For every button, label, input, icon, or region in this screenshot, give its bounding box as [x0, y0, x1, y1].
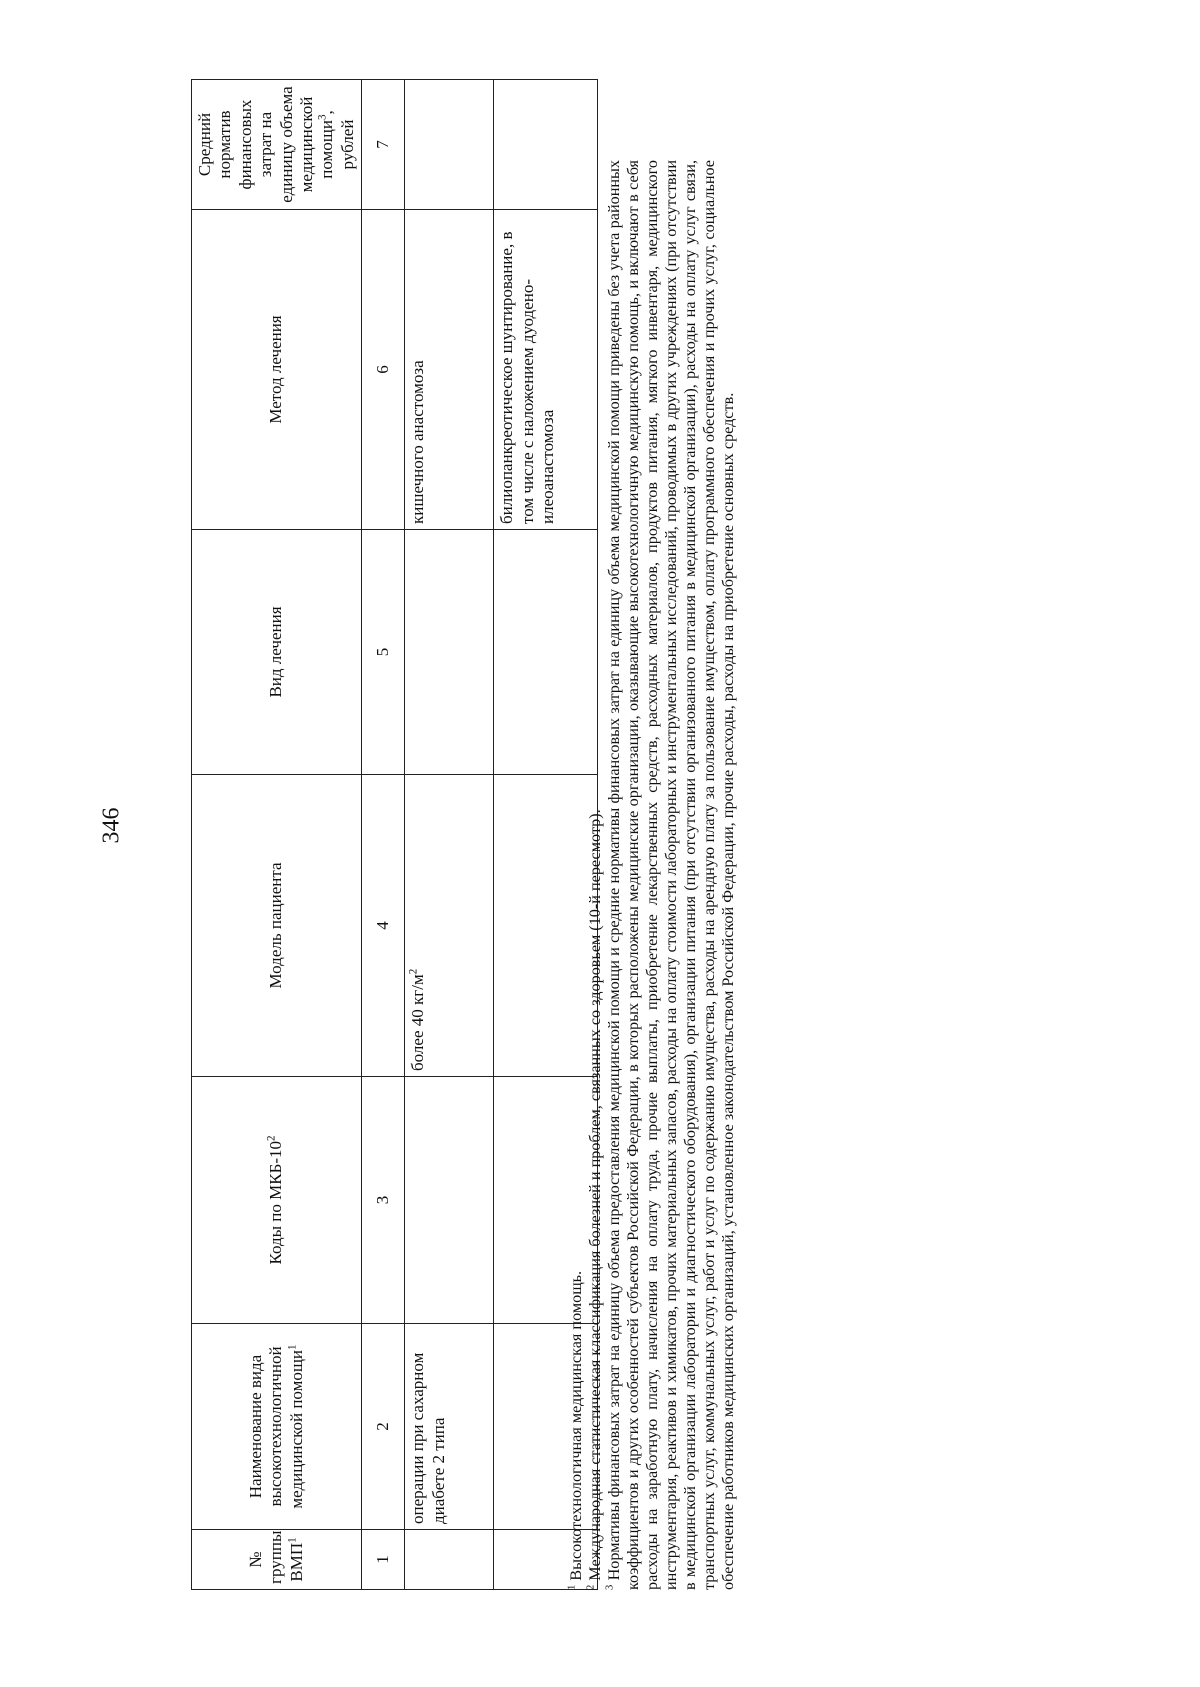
cell-patient-model: более 40 $кг/м^2$: [405, 775, 494, 1077]
page-number: [96, 795, 128, 855]
rotated-page-content: [191, 80, 871, 1590]
column-number: 6: [362, 210, 405, 530]
cell-treatment-method: билиопанкреотическое шунтирование, в том числе с наложением дуодено-илеоанастомоза: [494, 210, 598, 530]
column-number: 1: [362, 1530, 405, 1590]
column-number: 2: [362, 1324, 405, 1530]
header-treatment-type: Вид лечения: [192, 530, 362, 775]
page-number-text: 346: [98, 807, 125, 843]
footnote: $^1$ Высокотехнологичная медицинская помощь.: [566, 1270, 585, 1590]
vmp-table: [191, 79, 598, 1590]
footnote: $^3$ Нормативы финансовых затрат на единицу объема предоставления медицинской помощи и средние нормативы финансовых затрат на единицу объема медицинской помощи приведены без учета районных коэффициентов и других особенностей субъектов Российской Федерации, в которых расположены медицинские организации, оказывающие высокотехнологичную медицинскую помощь, и включают в себя расходы на заработную плату, начисления на оплату труда, прочие выплаты, приобретение лекарственных средств, расходных материалов, продуктов питания, мягкого инвентаря, медицинского инструментария, реактивов и химикатов, прочих материальных запасов, расходы на оплату стоимости лабораторных и инструментальных исследований, проводимых в других учреждениях (при отсутствии в медицинской организации лаборатории и диагностического оборудования), организации питания (при отсутствии организованного питания в медицинской организации), расходы на оплату услуг связи, транспортных услуг, коммунальных услуг, работ и услуг по содержанию имущества, расходы на арендную плату за пользование имуществом, оплату программного обеспечения и прочих услуг, социальное обеспечение работников медицинских организаций, установленное законодательством Российской Федерации, прочие расходы, расходы на приобретение основных средств.: [604, 160, 737, 1590]
table-row: [405, 80, 494, 1590]
footnotes: [567, 160, 738, 1590]
header-group-number: № группы ВМП$^1$: [192, 1530, 362, 1590]
header-vmp-name: Наименование вида высокотехнологичной медицинской помощи$^1$: [192, 1324, 362, 1530]
header-treatment-method: Метод лечения: [192, 210, 362, 530]
column-number: 4: [362, 775, 405, 1077]
column-number: 5: [362, 530, 405, 775]
footnote: $^2$ Международная статистическая классификация болезней и проблем, связанных со здоровьем (10-й пересмотр).: [585, 809, 604, 1590]
cell-vmp-name: операции при сахарном диабете 2 типа: [405, 1324, 494, 1530]
table-header-row: [192, 80, 362, 1590]
cell-group-number: [405, 1530, 494, 1590]
column-number: 7: [362, 80, 405, 210]
cell-cost-norm: [405, 80, 494, 210]
cell-icd-codes: [405, 1077, 494, 1324]
header-cost-norm: Средний норматив финансовых затрат на единицу объема медицинской помощи$^3$, рублей: [192, 80, 362, 210]
cell-treatment-method: кишечного анастомоза: [405, 210, 494, 530]
header-patient-model: Модель пациента: [192, 775, 362, 1077]
header-icd-codes: Коды по МКБ-$10^2$: [192, 1077, 362, 1324]
column-number: 3: [362, 1077, 405, 1324]
column-number-row: [362, 80, 405, 1590]
cell-treatment-type: [405, 530, 494, 775]
